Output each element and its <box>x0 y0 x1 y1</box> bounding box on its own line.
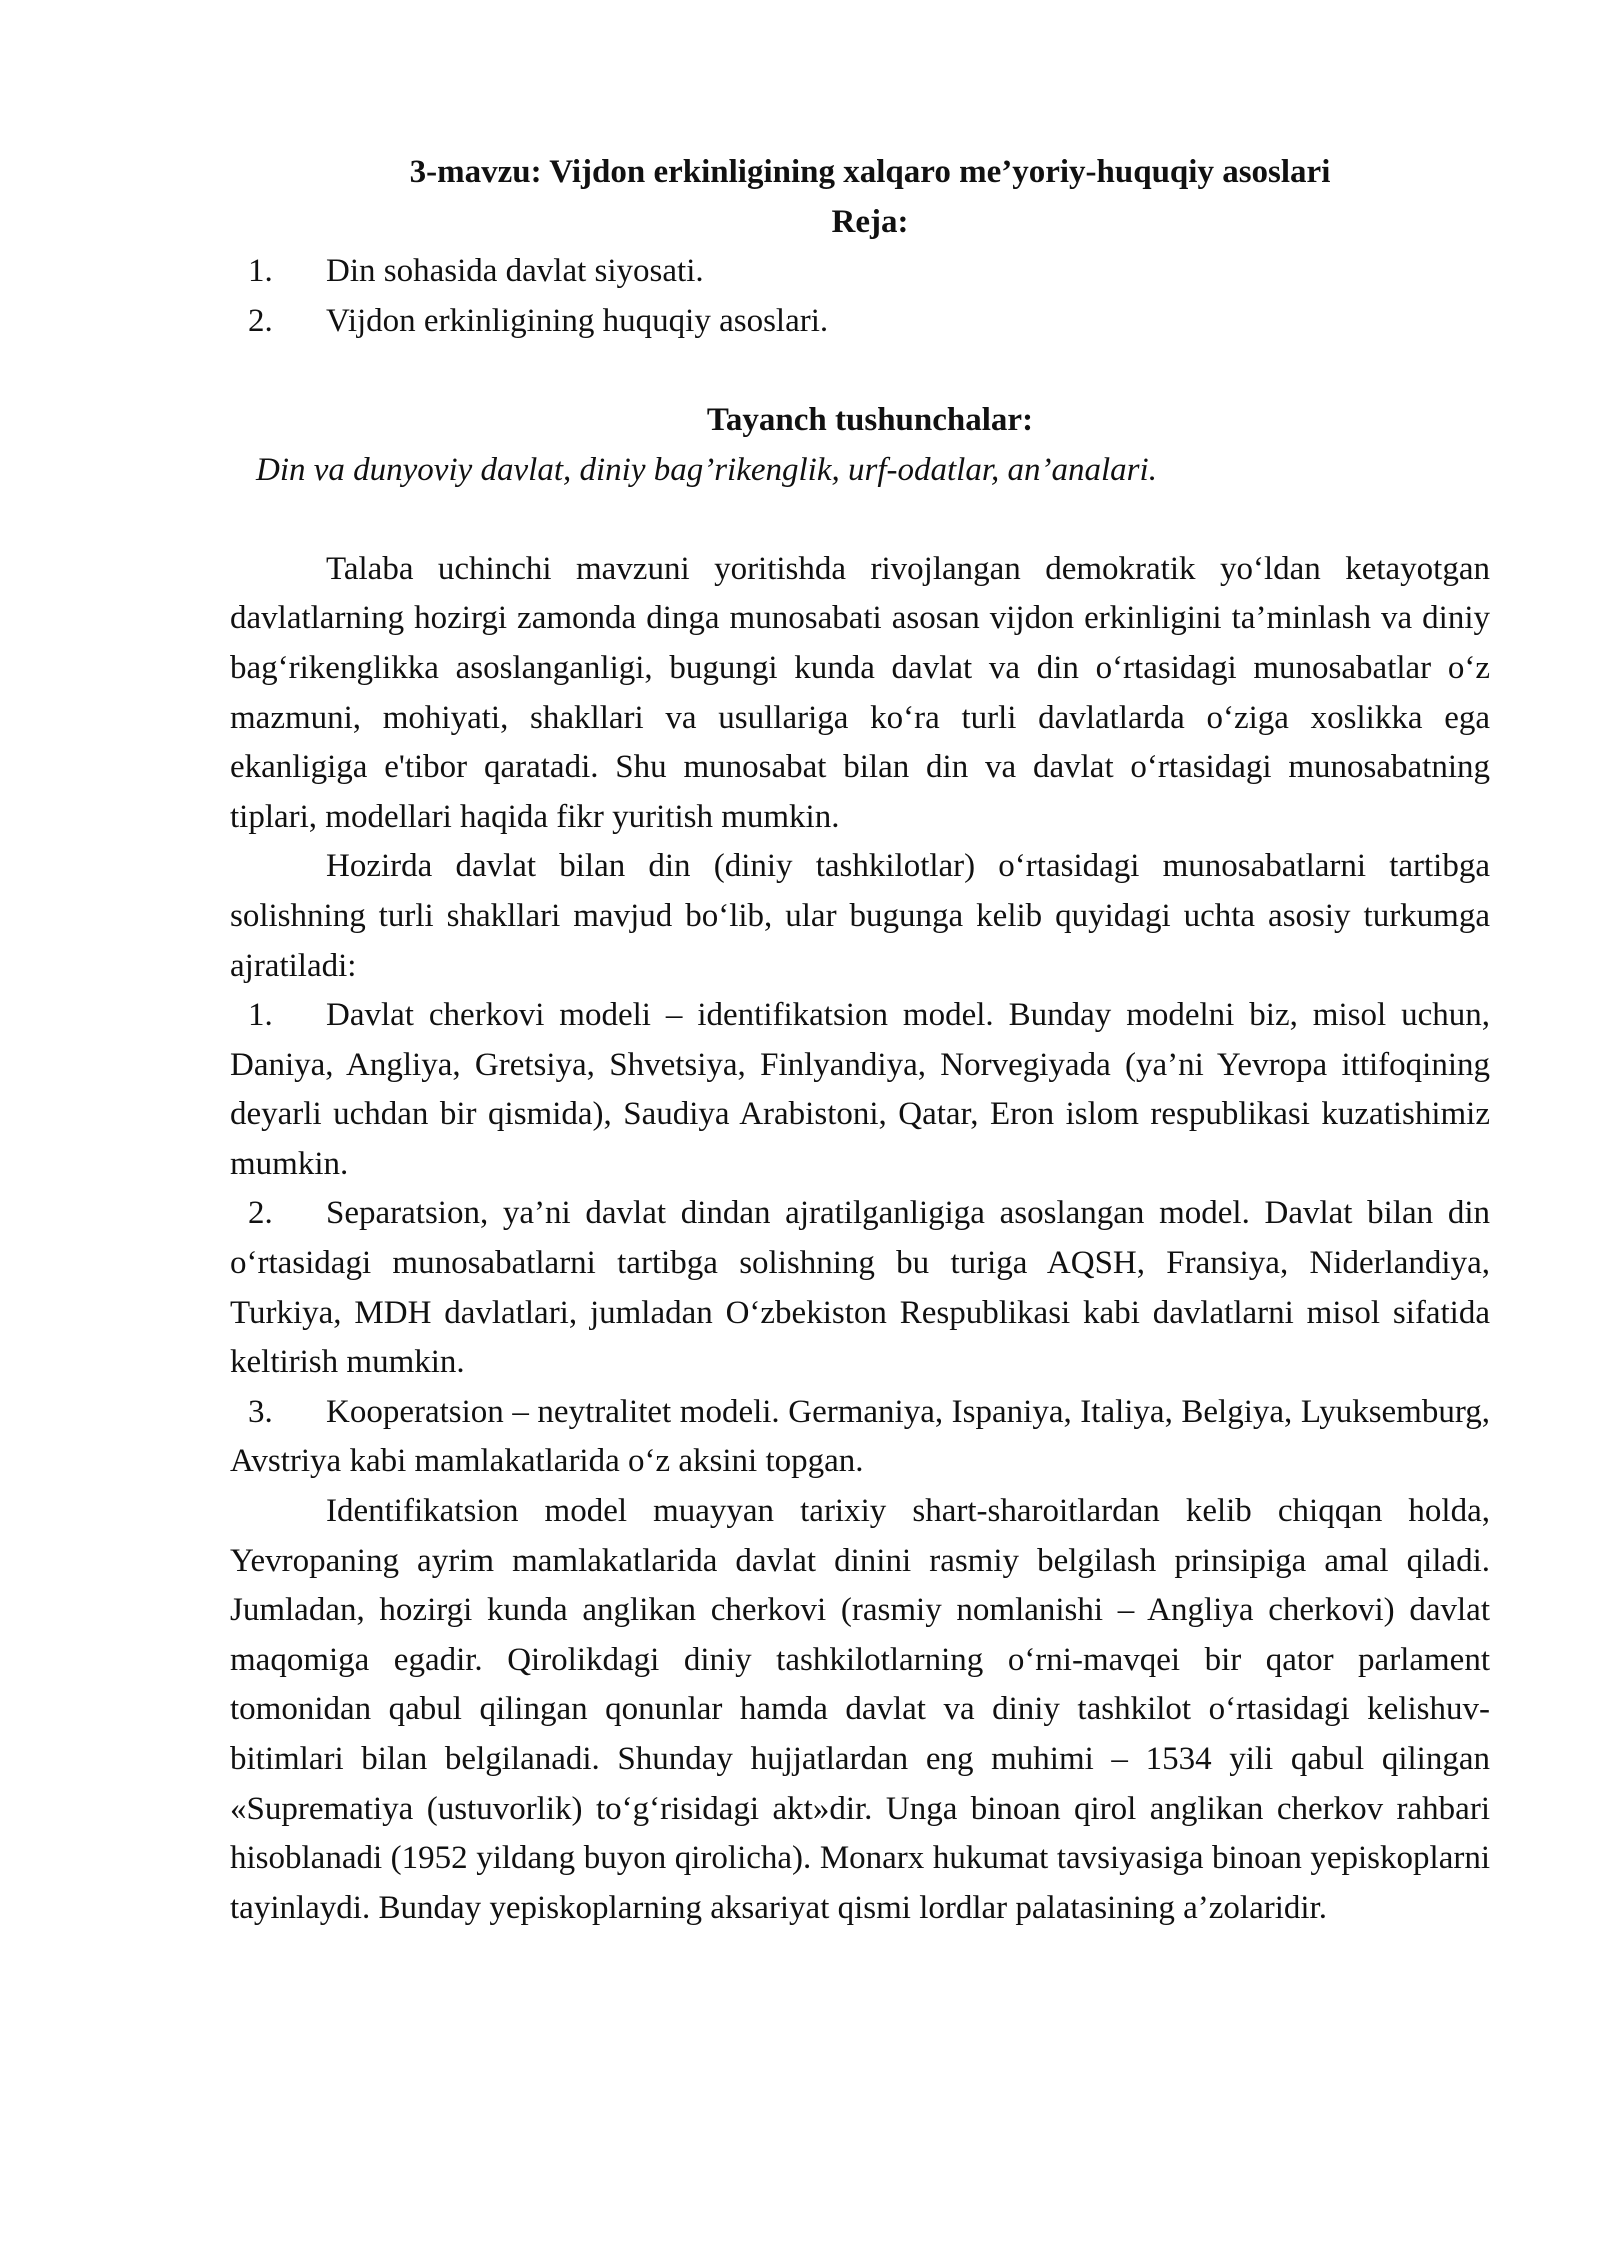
section-spacer <box>230 495 1490 545</box>
model-item-text: Separatsion, ya’ni davlat dindan ajratilganligiga asoslangan model. Davlat bilan din o‘rtasidagi munosabatlarni tartibga solishning bu turiga AQSH, Fransiya, Niderlandiya, Turkiya, MDH davlatlari, jumladan O‘zbekiston Respublikasi kabi davlatlarni misol sifatida keltirish mumkin. <box>230 1195 1490 1381</box>
model-item <box>230 1189 1490 1387</box>
plan-item-text: Din sohasida davlat siyosati. <box>326 253 704 290</box>
concepts-heading: Tayanch tushunchalar: <box>706 401 1034 438</box>
document-title: 3-mavzu: Vijdon erkinligining xalqaro me’yoriy-huquqiy asoslari <box>409 154 1331 190</box>
body-paragraph: Identifikatsion model muayyan tarixiy shart-sharoitlardan kelib chiqqan holda, Yevropaning ayrim mamlakatlarida davlat dinini rasmiy belgilash prinsipiga amal qiladi. Jumladan, hozirgi kunda anglikan cherkovi (rasmiy nomlanishi – Angliya cherkovi) davlat maqomiga egadir. Qirolikdagi diniy tashkilotlarning o‘rni-mavqei bir qator parlament tomonidan qabul qilingan qonunlar hamda davlat va diniy tashkilot o‘rtasidagi kelishuv-bitimlari bilan belgilanadi. Shunday hujjatlardan eng muhimi – 1534 yili qabul qilingan «Suprematiya (ustuvorlik) to‘g‘risidagi akt»dir. Unga binoan qirol anglikan cherkov rahbari hisoblanadi (1952 yildang buyon qirolicha). Monarx hukumat tavsiyasiga binoan yepiskoplarni tayinlaydi. Bunday yepiskoplarning aksariyat qismi lordlar palatasining a’zolaridir. <box>230 1493 1490 1926</box>
body-paragraph: Talaba uchinchi mavzuni yoritishda rivojlangan demokratik yo‘ldan ketayotgan davlatlarning hozirgi zamonda dinga munosabati asosan vijdon erkinligini ta’minlash va diniy bag‘rikenglikka asoslanganligi, bugungi kunda davlat va din o‘rtasidagi munosabatlar o‘z mazmuni, mohiyati, shakllari va usullariga ko‘ra turli davlatlarda o‘ziga xoslikka ega ekanligiga e'tibor qaratadi. Shu munosabat bilan din va davlat o‘rtasidagi munosabatning tiplari, modellari haqida fikr yuritish mumkin. <box>230 550 1490 835</box>
plan-heading: Reja: <box>831 203 909 240</box>
plan-item <box>230 297 1490 347</box>
section-spacer <box>230 346 1490 396</box>
plan-list <box>230 247 1490 346</box>
plan-item-number: 2. <box>248 302 273 339</box>
body-paragraph: Hozirda davlat bilan din (diniy tashkilotlar) o‘rtasidagi munosabatlarni tartibga solishning turli shakllari mavjud bo‘lib, ular bugunga kelib quyidagi uchta asosiy turkumga ajratiladi: <box>230 848 1490 984</box>
model-item <box>230 1388 1490 1487</box>
model-item-text: Davlat cherkovi modeli – identifikatsion model. Bunday modelni biz, misol uchun, Daniya, Angliya, Gretsiya, Shvetsiya, Finlyandiya, Norvegiyada (ya’ni Yevropa ittifoqining deyarli uchdan bir qismida), Saudiya Arabistoni, Qatar, Eron islom respublikasi kuzatishimiz mumkin. <box>230 997 1490 1182</box>
model-item-number: 2. <box>248 1195 273 1232</box>
model-item-text: Kooperatsion – neytralitet modeli. Germaniya, Ispaniya, Italiya, Belgiya, Lyuksemburg, Avstriya kabi mamlakatlarida o‘z aksini topgan. <box>230 1393 1490 1480</box>
model-item-number: 3. <box>248 1393 273 1430</box>
plan-item-text: Vijdon erkinligining huquqiy asoslari. <box>326 302 829 339</box>
document-page <box>230 148 1490 1933</box>
concepts-text: Din va dunyoviy davlat, diniy bag’rikenglik, urf-odatlar, an’analari. <box>256 451 1157 488</box>
plan-item-number: 1. <box>248 253 273 290</box>
model-list <box>230 991 1490 1487</box>
model-item-number: 1. <box>248 997 273 1034</box>
model-item <box>230 991 1490 1189</box>
plan-item <box>230 247 1490 297</box>
